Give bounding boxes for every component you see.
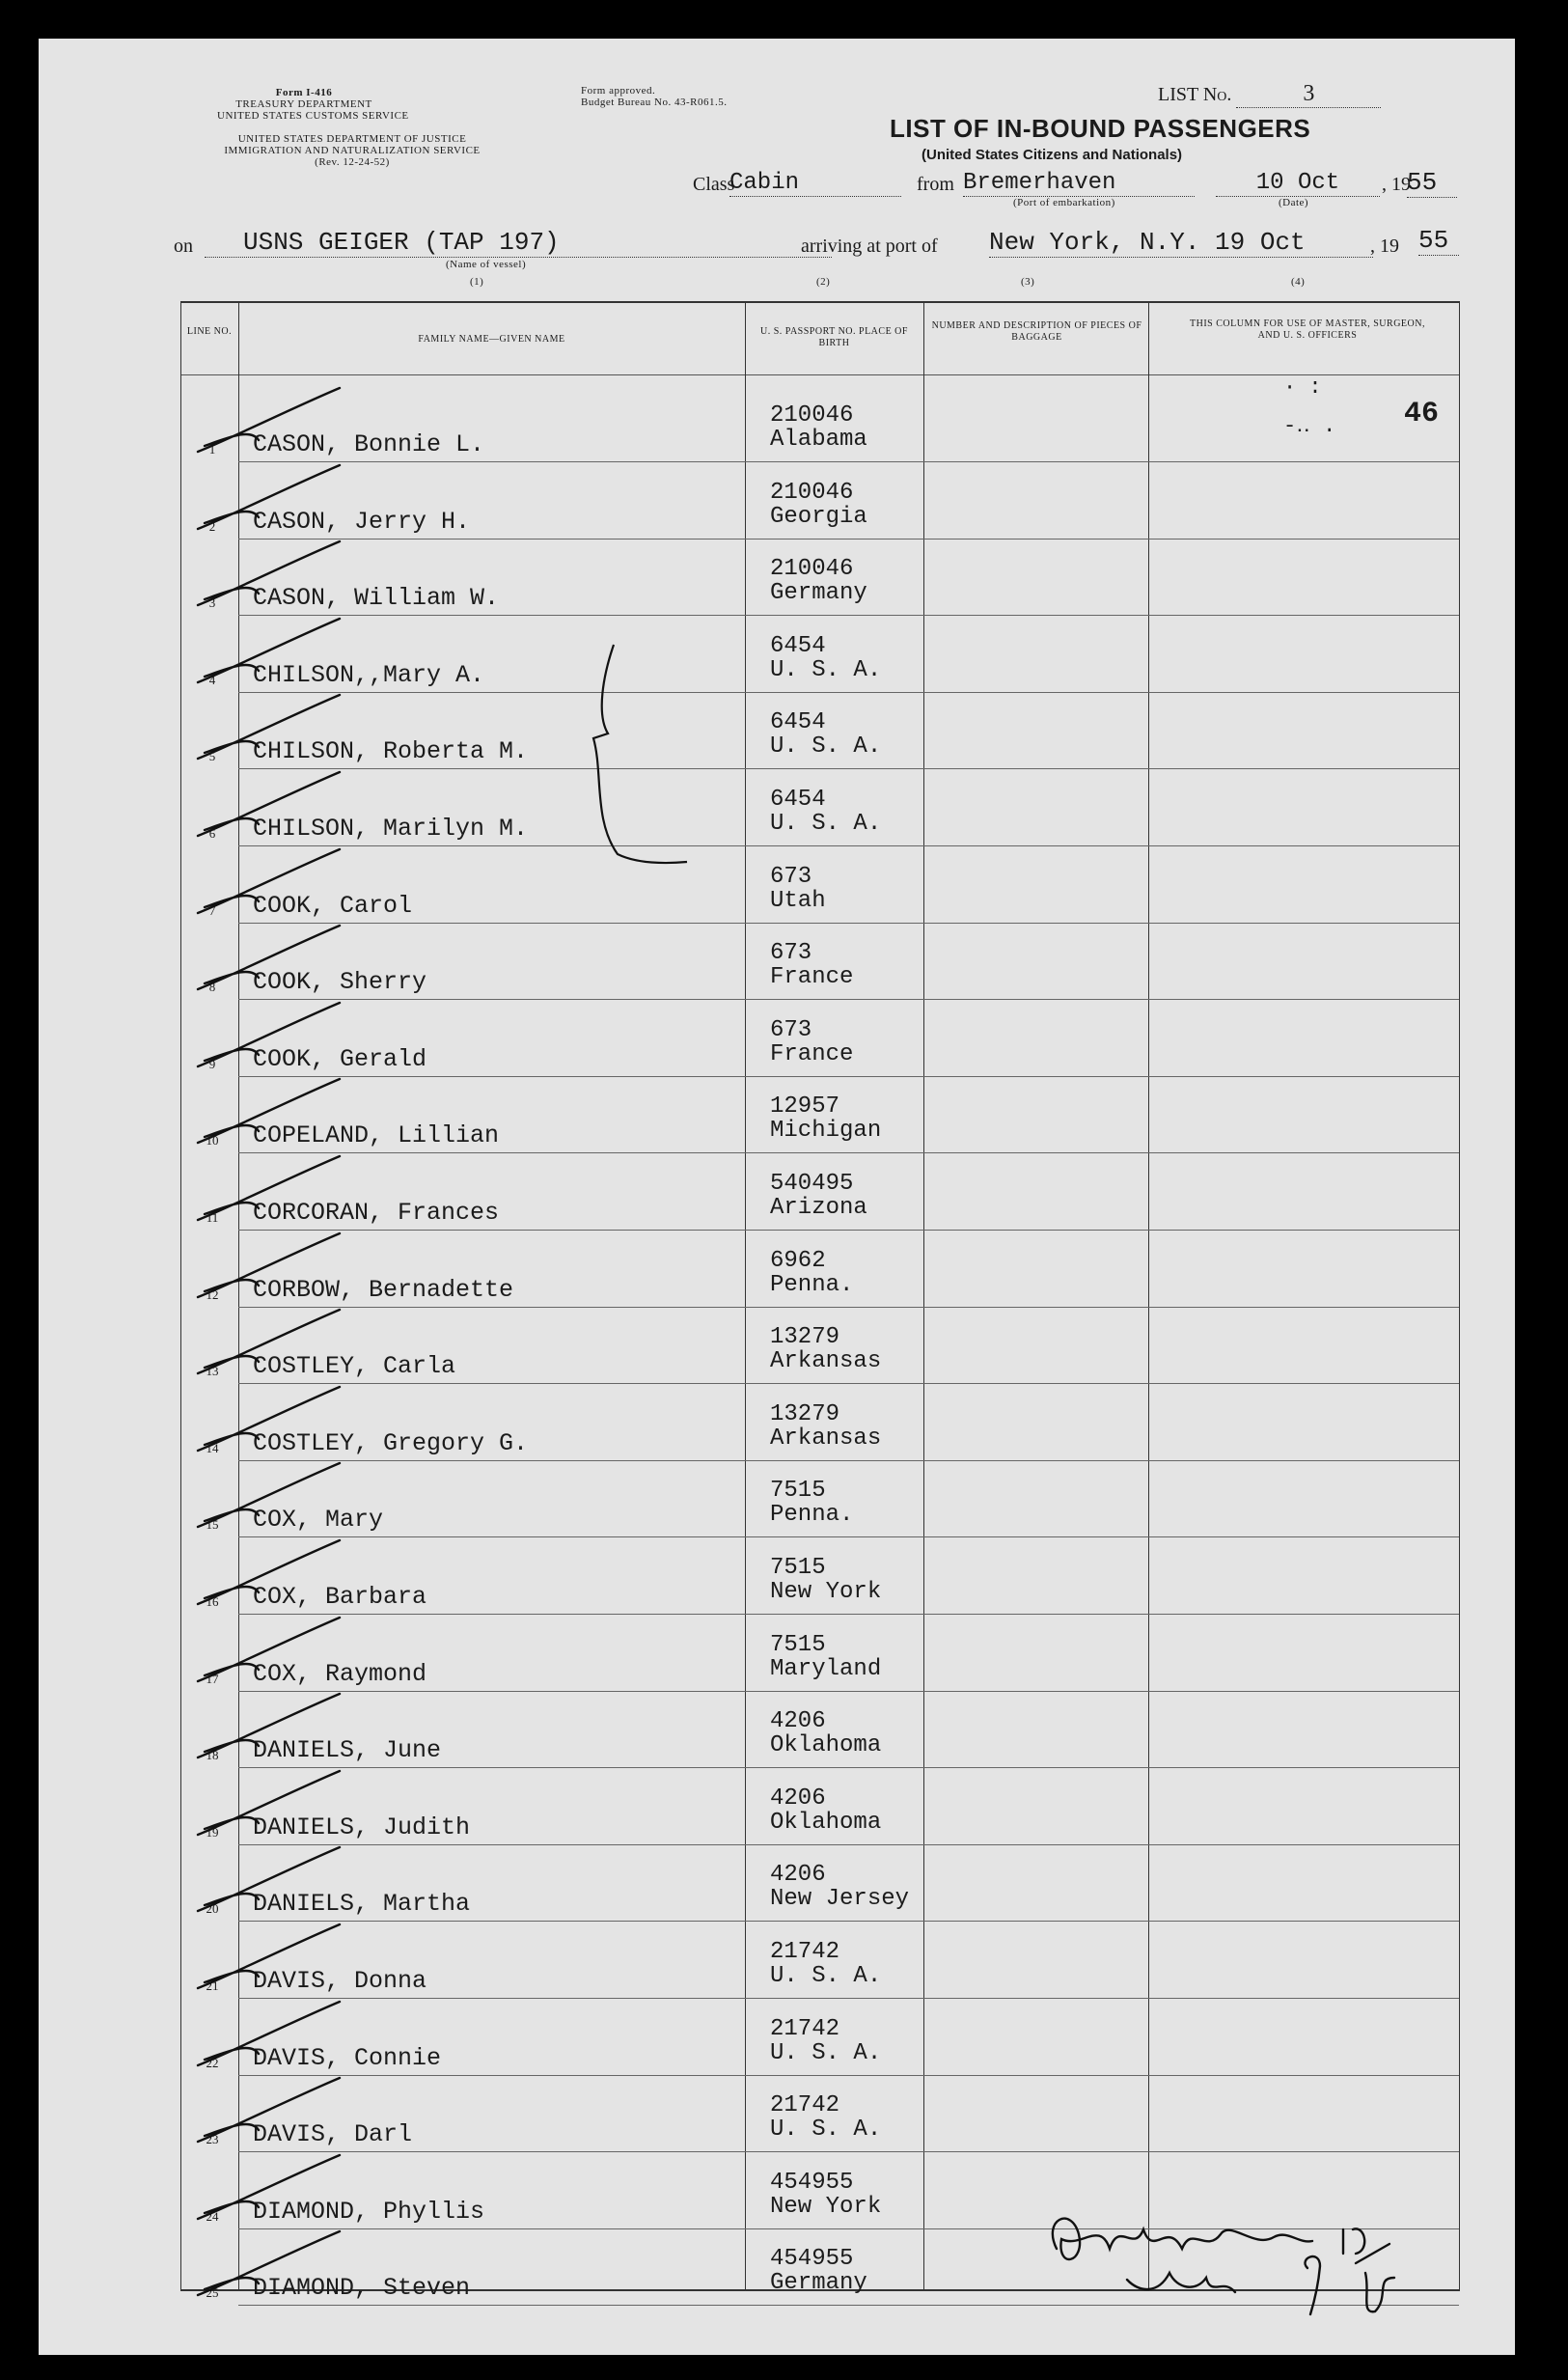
- row-line-number: 12: [206, 1287, 219, 1302]
- row-line-number: 13: [206, 1364, 219, 1378]
- passport-number: 4206: [770, 1862, 826, 1888]
- row-check-mark: [198, 2231, 340, 2295]
- passenger-name: CORBOW, Bernadette: [253, 1276, 514, 1304]
- passport-number: 673: [770, 940, 812, 966]
- arrival-year-prefix: , 19: [1370, 235, 1399, 257]
- place-of-birth: Utah: [770, 888, 826, 914]
- column-marker-1: (1): [470, 276, 484, 288]
- place-of-birth: Georgia: [770, 504, 867, 530]
- passenger-name: COOK, Carol: [253, 892, 413, 920]
- row-line-number: 17: [206, 1672, 219, 1686]
- place-of-birth: U. S. A.: [770, 2117, 882, 2143]
- header-passport: U. S. PASSPORT NO. PLACE OF BIRTH: [760, 326, 908, 348]
- passport-number: 4206: [770, 1785, 826, 1812]
- row-check-mark: [198, 695, 340, 759]
- row-check-mark: [198, 1156, 340, 1220]
- passport-number: 210046: [770, 402, 854, 429]
- form-number: Form I-416: [275, 87, 333, 98]
- list-number-label: LIST No.: [1158, 84, 1232, 105]
- place-of-birth: New York: [770, 2194, 882, 2220]
- row-line-number: 8: [208, 980, 216, 994]
- class-label: Class: [693, 174, 735, 195]
- place-of-birth: U. S. A.: [770, 1963, 882, 1989]
- passenger-name: COX, Barbara: [253, 1583, 427, 1611]
- passenger-name: COSTLEY, Carla: [253, 1352, 456, 1380]
- passport-number: 21742: [770, 2092, 840, 2118]
- justice-label: UNITED STATES DEPARTMENT OF JUSTICE: [237, 133, 467, 145]
- row-line-number: 15: [206, 1517, 219, 1532]
- place-of-birth: France: [770, 964, 854, 990]
- class-value: Cabin: [729, 170, 901, 197]
- treasury-label: TREASURY DEPARTMENT: [235, 98, 372, 110]
- place-of-birth: U. S. A.: [770, 657, 882, 683]
- approval-line: Form approved.: [581, 85, 656, 97]
- passport-number: 13279: [770, 1324, 840, 1350]
- row-line-number: 9: [208, 1057, 216, 1071]
- page-subtitle: (United States Citizens and Nationals): [922, 147, 1183, 163]
- list-number-value: 3: [1236, 81, 1381, 108]
- arrival-year: 55: [1418, 226, 1459, 256]
- row-check-mark: [198, 1463, 340, 1527]
- passport-number: 673: [770, 1017, 812, 1043]
- budget-bureau-line: Budget Bureau No. 43-R061.5.: [581, 97, 728, 108]
- row-check-mark: [198, 926, 340, 989]
- row-check-mark: [198, 1310, 340, 1373]
- passport-number: 7515: [770, 1632, 826, 1658]
- from-label: from: [917, 174, 954, 195]
- passenger-name: CASON, Bonnie L.: [253, 430, 485, 458]
- row-line-number: 1: [208, 442, 216, 457]
- departure-date: 10 Oct: [1216, 170, 1380, 197]
- passport-number: 6454: [770, 787, 826, 813]
- header-name: FAMILY NAME—GIVEN NAME: [418, 334, 565, 345]
- passenger-name: CHILSON, Marilyn M.: [253, 815, 529, 843]
- embarkation-caption: (Port of embarkation): [1013, 197, 1115, 208]
- passport-number: 454955: [770, 2170, 854, 2196]
- place-of-birth: Oklahoma: [770, 1732, 882, 1758]
- place-of-birth: Michigan: [770, 1118, 882, 1144]
- departure-year: 55: [1407, 168, 1457, 198]
- row-line-number: 22: [206, 2056, 219, 2070]
- date-caption: (Date): [1279, 197, 1309, 208]
- passport-number: 13279: [770, 1401, 840, 1427]
- passenger-name: DIAMOND, Steven: [253, 2274, 471, 2302]
- inspector-signature: [1053, 2219, 1394, 2314]
- passport-number: 12957: [770, 1093, 840, 1120]
- place-of-birth: New York: [770, 1579, 882, 1605]
- passport-number: 7515: [770, 1478, 826, 1504]
- arriving-label: arriving at port of: [801, 235, 938, 257]
- arrival-port-date: New York, N.Y. 19 Oct: [989, 228, 1373, 258]
- passenger-name: DANIELS, Judith: [253, 1813, 471, 1841]
- passport-number: 210046: [770, 480, 854, 506]
- row-line-number: 10: [206, 1133, 219, 1148]
- place-of-birth: Germany: [770, 580, 867, 606]
- passport-number: 21742: [770, 1939, 840, 1965]
- row-check-mark: [198, 1771, 340, 1835]
- header-baggage: NUMBER AND DESCRIPTION OF PIECES OF BAGGAGE: [931, 320, 1142, 343]
- place-of-birth: U. S. A.: [770, 811, 882, 837]
- place-of-birth: Maryland: [770, 1656, 882, 1682]
- passenger-name: CORCORAN, Frances: [253, 1199, 500, 1227]
- page-title: LIST OF IN-BOUND PASSENGERS: [890, 114, 1311, 143]
- row-check-mark: [198, 1847, 340, 1911]
- place-of-birth: Arkansas: [770, 1425, 882, 1452]
- row-line-number: 4: [208, 673, 216, 687]
- row-line-number: 19: [206, 1825, 219, 1840]
- passenger-name: COX, Raymond: [253, 1660, 427, 1688]
- place-of-birth: Arkansas: [770, 1348, 882, 1374]
- embarkation-port: Bremerhaven: [963, 170, 1195, 197]
- row-check-mark: [198, 619, 340, 682]
- row-check-mark: [198, 388, 340, 452]
- row-line-number: 25: [206, 2285, 219, 2300]
- passport-number: 454955: [770, 2246, 854, 2272]
- year-prefix: , 19: [1382, 174, 1411, 195]
- immigration-label: IMMIGRATION AND NATURALIZATION SERVICE: [224, 145, 481, 156]
- passenger-name: DANIELS, Martha: [253, 1890, 471, 1918]
- row-check-mark: [198, 1079, 340, 1143]
- row-line-number: 16: [206, 1594, 219, 1609]
- row-line-number: 3: [208, 595, 216, 610]
- row-line-number: 18: [206, 1748, 219, 1762]
- row-line-number: 14: [206, 1441, 219, 1455]
- passenger-name: COPELAND, Lillian: [253, 1121, 500, 1149]
- place-of-birth: Arizona: [770, 1195, 867, 1221]
- passport-number: 540495: [770, 1171, 854, 1197]
- passenger-name: COOK, Sherry: [253, 968, 427, 996]
- passport-number: 210046: [770, 556, 854, 582]
- row-check-mark: [198, 2155, 340, 2219]
- passenger-name: CHILSON, Roberta M.: [253, 737, 529, 765]
- place-of-birth: U. S. A.: [770, 733, 882, 760]
- header-officers: THIS COLUMN FOR USE OF MASTER, SURGEON, AND U. S. OFFICERS: [1190, 318, 1425, 341]
- officer-note: 46: [1404, 398, 1440, 430]
- customs-label: UNITED STATES CUSTOMS SERVICE: [217, 110, 409, 122]
- vessel-name: USNS GEIGER (TAP 197): [205, 228, 832, 258]
- row-line-number: 21: [206, 1979, 219, 1993]
- row-check-mark: [198, 772, 340, 836]
- passenger-name: COOK, Gerald: [253, 1045, 427, 1073]
- row-line-number: 11: [206, 1210, 219, 1225]
- place-of-birth: U. S. A.: [770, 2040, 882, 2066]
- row-check-mark: [198, 1003, 340, 1066]
- row-line-number: 5: [208, 749, 216, 763]
- passport-number: 21742: [770, 2016, 840, 2042]
- row-check-mark: [198, 1924, 340, 1988]
- passport-number: 7515: [770, 1555, 826, 1581]
- row-line-number: 7: [208, 903, 216, 918]
- on-label: on: [174, 235, 193, 257]
- passenger-name: DAVIS, Connie: [253, 2044, 442, 2072]
- row-line-number: 23: [206, 2132, 219, 2146]
- passport-number: 6962: [770, 1248, 826, 1274]
- place-of-birth: Alabama: [770, 427, 867, 453]
- row-line-number: 20: [206, 1901, 219, 1916]
- row-line-number: 2: [208, 519, 216, 534]
- passport-number: 673: [770, 864, 812, 890]
- row-line-number: 24: [206, 2209, 219, 2224]
- column-marker-2: (2): [816, 276, 831, 288]
- passenger-name: DAVIS, Darl: [253, 2120, 413, 2148]
- passenger-name: DIAMOND, Phyllis: [253, 2198, 485, 2226]
- row-check-mark: [198, 541, 340, 605]
- passenger-name: COX, Mary: [253, 1506, 384, 1534]
- passenger-name: CASON, William W.: [253, 584, 500, 612]
- passenger-name: DANIELS, June: [253, 1736, 442, 1764]
- row-line-number: 6: [208, 826, 216, 841]
- place-of-birth: France: [770, 1041, 854, 1067]
- row-check-mark: [198, 1694, 340, 1757]
- header-line-no: LINE NO.: [186, 326, 233, 337]
- place-of-birth: Oklahoma: [770, 1810, 882, 1836]
- row-check-mark: [198, 1387, 340, 1451]
- row-check-mark: [198, 1233, 340, 1297]
- row-check-mark: [198, 1540, 340, 1604]
- vessel-caption: (Name of vessel): [446, 259, 527, 270]
- revision-label: (Rev. 12-24-52): [315, 156, 390, 168]
- row-check-mark: [198, 465, 340, 529]
- passport-number: 6454: [770, 709, 826, 735]
- passenger-name: DAVIS, Donna: [253, 1967, 427, 1995]
- family-bracket-mark: [593, 645, 687, 863]
- row-check-mark: [198, 849, 340, 913]
- passport-number: 4206: [770, 1708, 826, 1734]
- row-check-mark: [198, 2002, 340, 2065]
- passenger-name: CASON, Jerry H.: [253, 508, 471, 536]
- row-check-mark: [198, 2078, 340, 2142]
- column-marker-3: (3): [1021, 276, 1035, 288]
- place-of-birth: Penna.: [770, 1272, 854, 1298]
- passport-number: 6454: [770, 633, 826, 659]
- place-of-birth: Penna.: [770, 1502, 854, 1528]
- officer-marks: · : -‥ .: [1283, 375, 1336, 438]
- row-check-mark: [198, 1618, 340, 1681]
- column-marker-4: (4): [1291, 276, 1306, 288]
- place-of-birth: New Jersey: [770, 1886, 910, 1912]
- passenger-name: CHILSON,,Mary A.: [253, 661, 485, 689]
- place-of-birth: Germany: [770, 2270, 867, 2296]
- passenger-name: COSTLEY, Gregory G.: [253, 1429, 529, 1457]
